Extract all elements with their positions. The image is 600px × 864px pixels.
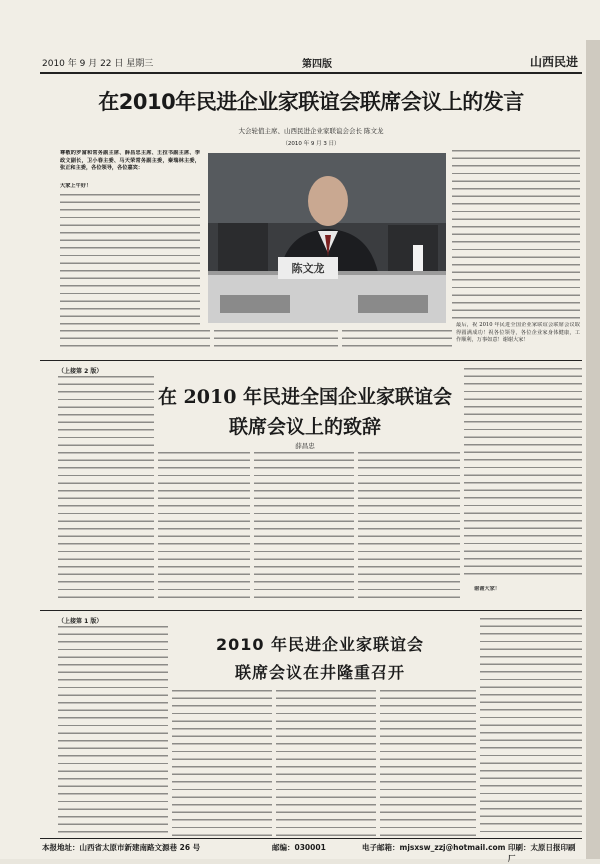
footer-rule <box>40 838 582 839</box>
article2-continuation-tag: （上接第 2 版） <box>58 368 103 375</box>
article3-title-line2: 联席会议在井隆重召开 <box>234 663 405 682</box>
speaker-nameplate: 陈文龙 <box>291 262 325 275</box>
footer-postcode: 邮编：030001 <box>272 843 326 852</box>
article2-body-col1 <box>58 376 154 601</box>
article3-body-col5 <box>480 618 582 836</box>
footer-printer: 印刷：太原日报印刷厂 <box>508 843 576 863</box>
article1-bottom-rule <box>40 360 582 361</box>
article2-bottom-rule <box>40 610 582 611</box>
article3-body-col1 <box>58 626 168 836</box>
article2-author: 薛昌忠 <box>295 442 315 450</box>
article1-title: 在2010年民进企业家联谊会联席会议上的发言 <box>98 90 524 114</box>
article1-body-col3 <box>452 150 580 320</box>
article2-body-col4 <box>358 452 460 602</box>
article2-title-line1: 在 2010 年民进全国企业家联谊会 <box>157 386 453 408</box>
article1-salutation: 尊敬的罗富和常务副主席、薛昌忠主席、王拉书副主席、李政文副长，卫小春主委、马天荣常务副主委，秦瑞林主委，张正和主委，各位领导，各位嘉宾： <box>60 150 200 172</box>
adjacent-page-edge <box>586 40 600 859</box>
article1-closing: 最后，祝 2010 年民进全国企业家联谊会联席会议取得圆满成功！祝各位领导，各位企业家身体健康，工作顺利，万事如意！谢谢大家！ <box>456 322 580 344</box>
article3-body-col2 <box>172 690 272 836</box>
article1-greeting: 大家上午好！ <box>60 183 92 189</box>
paper-name: 山西民进 <box>529 55 578 69</box>
article2-body-col5 <box>464 368 582 578</box>
issue-date: 2010 年 9 月 22 日 星期三 <box>42 59 154 69</box>
header-rule <box>40 72 582 74</box>
article3-body-col4 <box>380 690 476 836</box>
article3-title-line1: 2010 年民进企业家联谊会 <box>215 635 425 654</box>
speaker-photo <box>208 153 446 323</box>
page-header <box>40 52 582 72</box>
footer-address: 本报地址：山西省太原市新建南路文源巷 26 号 <box>42 843 201 852</box>
article3-continuation-tag: （上接第 1 版） <box>58 618 103 625</box>
article1-body-col2b <box>342 330 452 352</box>
article2-title-line2: 联席会议上的致辞 <box>228 416 381 438</box>
article2-body-col2 <box>158 452 250 602</box>
article1-body-col1-end <box>60 330 210 352</box>
speaker-photo-graphic <box>208 153 446 323</box>
edition-number: 第四版 <box>302 59 332 70</box>
article2-body-col3 <box>254 452 354 602</box>
article1-body-col1 <box>60 194 200 330</box>
footer-email: 电子邮箱：mjsxsw_zzj@hotmail.com <box>362 843 506 852</box>
article3-body-col3 <box>276 690 376 836</box>
article1-byline: 大会轮值主席、山西民进企业家联谊会会长 陈文龙 <box>238 127 384 135</box>
article2-closing: 谢谢大家！ <box>474 586 500 592</box>
article1-body-col2 <box>214 330 338 352</box>
article1-date: （2010 年 9 月 3 日） <box>282 141 340 147</box>
